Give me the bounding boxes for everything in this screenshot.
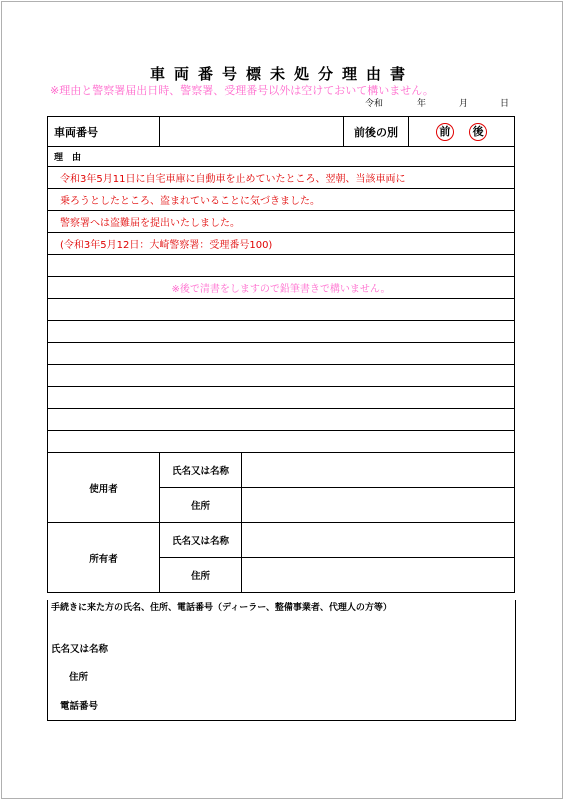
vehicle-number-field[interactable]	[160, 117, 344, 147]
user-name-field[interactable]	[242, 453, 515, 488]
user-address-label: 住所	[160, 488, 242, 523]
reason-line[interactable]	[48, 343, 515, 365]
back-circle[interactable]: 後	[469, 123, 487, 141]
front-circle[interactable]: 前	[436, 123, 454, 141]
reason-label-row	[48, 147, 515, 167]
header-row	[48, 117, 515, 147]
top-note: ※理由と警察署届出日時、警察署、受理番号以外は空けておいて構いません。	[50, 84, 434, 97]
reason-line[interactable]	[48, 387, 515, 409]
user-name-row	[48, 453, 515, 488]
form-table	[47, 116, 515, 593]
owner-name-row	[48, 523, 515, 558]
owner-name-field[interactable]	[242, 523, 515, 558]
owner-address-label: 住所	[160, 558, 242, 593]
pencil-note: ※後で清書をしますので鉛筆書きで構いません。	[48, 277, 515, 299]
procedure-section	[47, 600, 516, 721]
vehicle-number-label: 車両番号	[48, 117, 160, 147]
reason-line[interactable]: 警察署へは盗難届を提出いたしました。	[48, 211, 515, 233]
reason-line[interactable]	[48, 299, 515, 321]
procedure-address-label: 住所	[69, 672, 89, 683]
reason-line[interactable]	[48, 365, 515, 387]
reason-line[interactable]	[48, 255, 515, 277]
date-day: 日	[500, 99, 510, 109]
front-back-label: 前後の別	[344, 117, 409, 147]
user-label: 使用者	[48, 453, 160, 523]
reason-label: 理 由	[48, 147, 515, 167]
reason-line[interactable]	[48, 321, 515, 343]
date-era: 令和	[365, 99, 384, 109]
reason-line[interactable]: (令和3年5月12日：大崎警察署：受理番号100)	[48, 233, 515, 255]
front-back-field[interactable]	[409, 117, 515, 147]
page-title: 車両番号標未処分理由書	[149, 65, 414, 83]
procedure-heading: 手続きに来た方の氏名、住所、電話番号（ディーラー、整備事業者、代理人の方等）	[51, 603, 392, 613]
reason-line[interactable]: 令和3年5月11日に自宅車庫に自動車を止めていたところ、翌朝、当該車両に	[48, 167, 515, 189]
reason-line[interactable]	[48, 409, 515, 431]
date-month: 月	[459, 99, 469, 109]
procedure-name-label: 氏名又は名称	[51, 644, 109, 655]
user-name-label: 氏名又は名称	[160, 453, 242, 488]
owner-name-label: 氏名又は名称	[160, 523, 242, 558]
procedure-phone-label: 電話番号	[60, 701, 99, 712]
date-year: 年	[417, 99, 427, 109]
owner-label: 所有者	[48, 523, 160, 593]
owner-address-field[interactable]	[242, 558, 515, 593]
user-address-field[interactable]	[242, 488, 515, 523]
reason-line[interactable]	[48, 431, 515, 453]
reason-line[interactable]: 乗ろうとしたところ、盗まれていることに気づきました。	[48, 189, 515, 211]
